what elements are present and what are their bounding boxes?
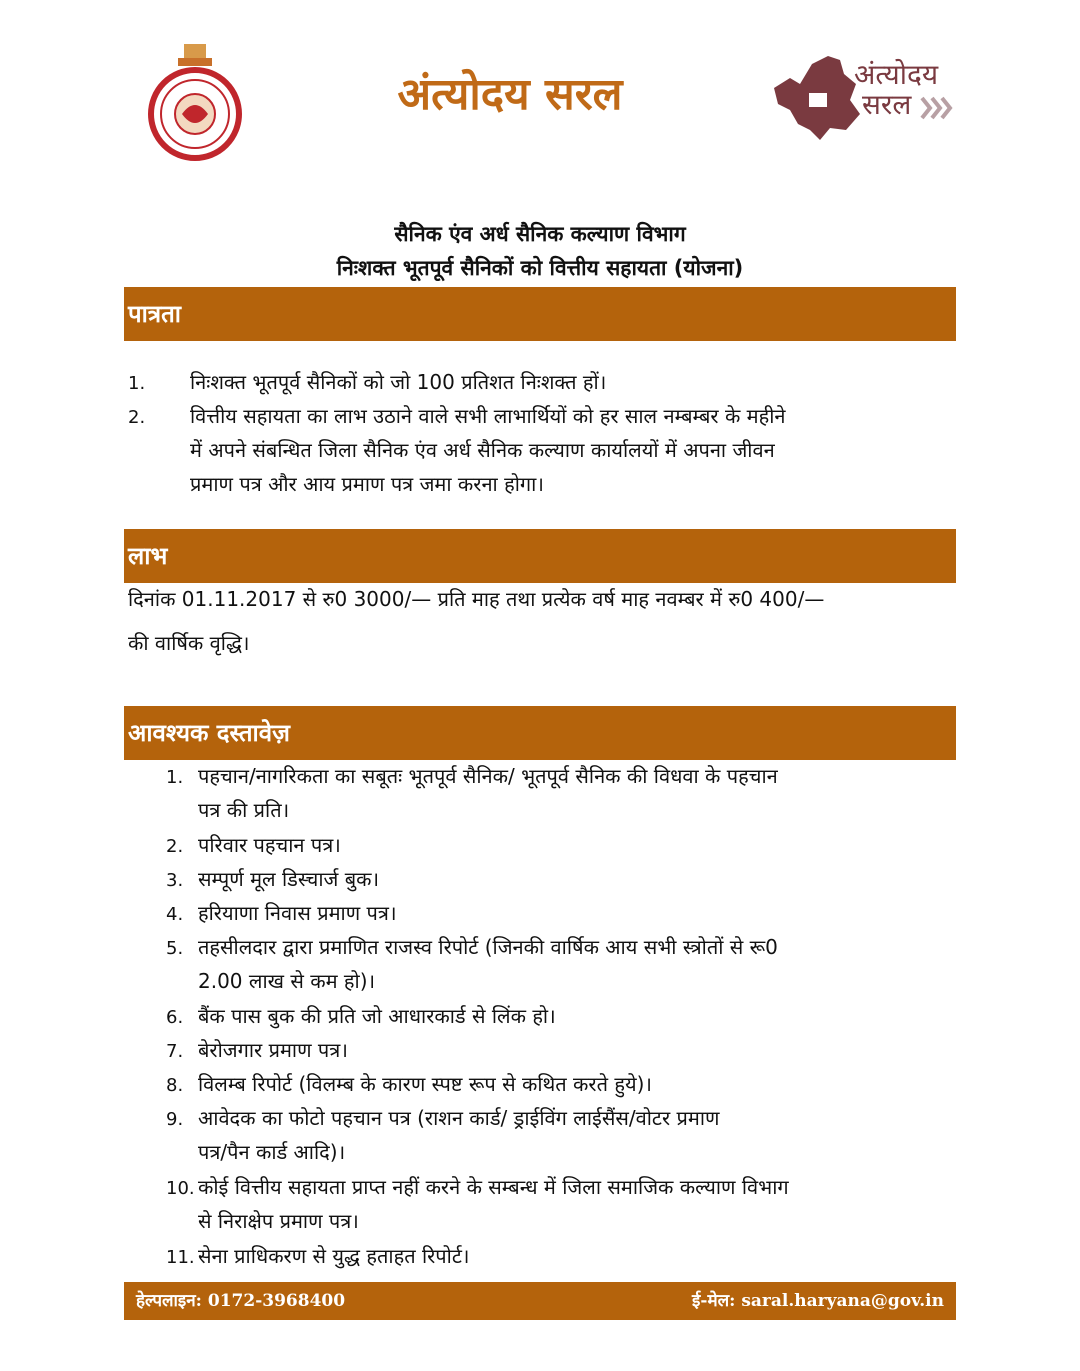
document-item: सेना प्राधिकरण से युद्ध हताहत रिपोर्ट। xyxy=(198,1244,470,1268)
document-item: पत्र/पैन कार्ड आदि)। xyxy=(198,1140,346,1164)
document-item: परिवार पहचान पत्र। xyxy=(198,833,341,857)
page-title: अंत्योदय सरल xyxy=(397,69,623,120)
haryana-emblem xyxy=(146,44,244,162)
document-item: विलम्ब रिपोर्ट (विलम्ब के कारण स्पष्ट रूप से कथित करते हुये)। xyxy=(198,1072,652,1096)
antyodaya-saral-logo xyxy=(770,44,970,144)
email-link[interactable]: ई-मेल: saral.haryana@gov.in xyxy=(692,1291,944,1311)
eligibility-number: 1. xyxy=(128,373,146,394)
document-number: 5. xyxy=(166,938,184,959)
benefit-text: दिनांक 01.11.2017 से रु0 3000/— प्रति माह तथा प्रत्येक वर्ष माह नवम्बर में रु0 400/— xyxy=(128,587,825,611)
document-number: 4. xyxy=(166,904,184,925)
scheme-heading: निःशक्त भूतपूर्व सैनिकों को वित्तीय सहायता (योजना) xyxy=(336,256,744,280)
document-number: 10. xyxy=(166,1178,195,1199)
eligibility-item: प्रमाण पत्र और आय प्रमाण पत्र जमा करना होगा। xyxy=(190,472,544,496)
document-item: पत्र की प्रति। xyxy=(198,798,290,822)
document-item: आवेदक का फोटो पहचान पत्र (राशन कार्ड/ ड्राईविंग लाईसैंस/वोटर प्रमाण xyxy=(198,1106,720,1130)
helpline-text: हेल्पलाइन: 0172-3968400 xyxy=(136,1291,346,1311)
eligibility-number: 2. xyxy=(128,407,146,428)
document-item: से निराक्षेप प्रमाण पत्र। xyxy=(198,1209,359,1233)
logo-line-2: सरल xyxy=(862,88,912,121)
eligibility-item: वित्तीय सहायता का लाभ उठाने वाले सभी लाभार्थियों को हर साल नम्बम्बर के महीने xyxy=(190,404,786,428)
footer-bar xyxy=(124,1282,956,1320)
department-heading: सैनिक एंव अर्ध सैनिक कल्याण विभाग xyxy=(394,222,686,246)
eligibility-section-header: पात्रता xyxy=(124,287,956,341)
document-number: 7. xyxy=(166,1041,184,1062)
eligibility-item: में अपने संबन्धित जिला सैनिक एंव अर्ध सैनिक कल्याण कार्यालयों में अपना जीवन xyxy=(190,438,775,462)
document-number: 11. xyxy=(166,1247,195,1268)
document-number: 9. xyxy=(166,1109,184,1130)
document-item: पहचान/नागरिकता का सबूतः भूतपूर्व सैनिक/ भूतपूर्व सैनिक की विधवा के पहचान xyxy=(198,764,778,788)
document-item: बेरोजगार प्रमाण पत्र। xyxy=(198,1038,348,1062)
document-item: हरियाणा निवास प्रमाण पत्र। xyxy=(198,901,397,925)
benefit-text: की वार्षिक वृद्धि। xyxy=(128,631,250,655)
document-item: तहसीलदार द्वारा प्रमाणित राजस्व रिपोर्ट (जिनकी वार्षिक आय सभी स्त्रोतों से रू0 xyxy=(198,935,778,959)
eligibility-item: निःशक्त भूतपूर्व सैनिकों को जो 100 प्रतिशत निःशक्त हों। xyxy=(190,370,607,394)
benefit-section-header: लाभ xyxy=(124,529,956,583)
document-number: 1. xyxy=(166,767,184,788)
document-number: 6. xyxy=(166,1007,184,1028)
document-number: 2. xyxy=(166,836,184,857)
document-item: कोई वित्तीय सहायता प्राप्त नहीं करने के सम्बन्ध में जिला समाजिक कल्याण विभाग xyxy=(198,1175,789,1199)
document-item: सम्पूर्ण मूल डिस्चार्ज बुक। xyxy=(198,867,380,891)
logo-line-1: अंत्योदय xyxy=(854,58,939,91)
document-number: 8. xyxy=(166,1075,184,1096)
documents-section-header: आवश्यक दस्तावेज़ xyxy=(124,706,956,760)
document-item: 2.00 लाख से कम हो)। xyxy=(198,969,376,993)
document-number: 3. xyxy=(166,870,184,891)
document-item: बैंक पास बुक की प्रति जो आधारकार्ड से लिंक हो। xyxy=(198,1004,556,1028)
